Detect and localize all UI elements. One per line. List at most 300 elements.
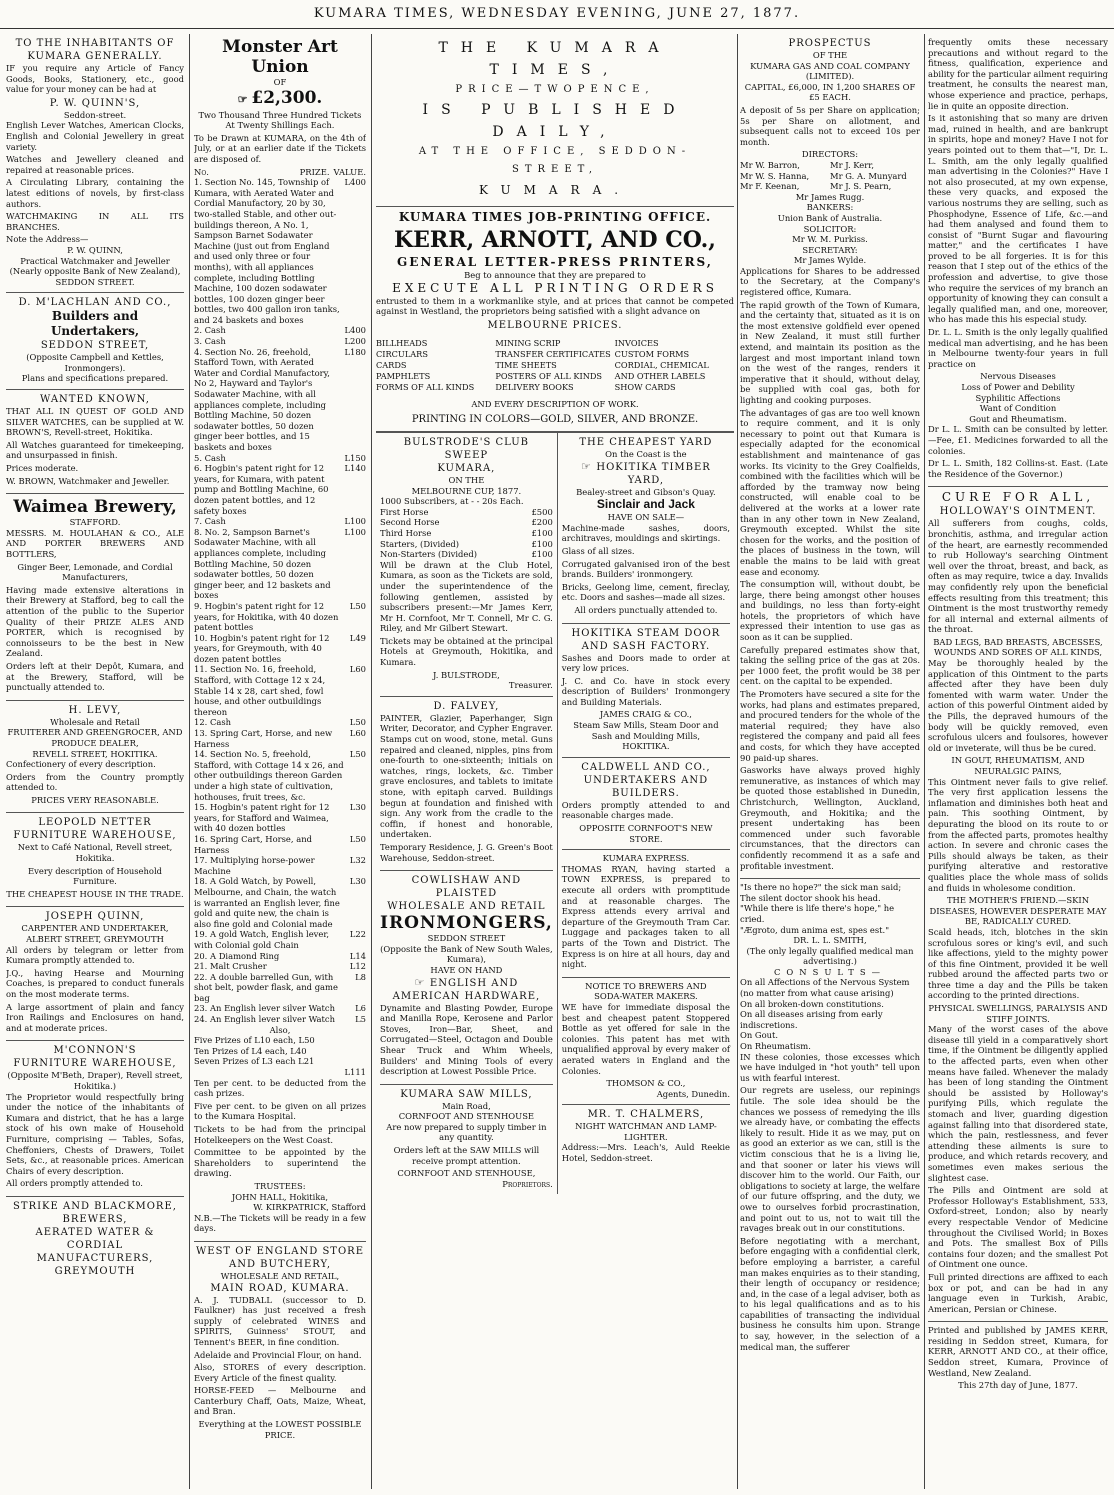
ad-heading: LIGHTER. [624, 1131, 668, 1142]
ad-heading: STRIKE AND BLACKMORE, [13, 1200, 177, 1212]
extra-total: L111 [344, 1067, 366, 1078]
jquinn-ad [6, 907, 184, 1041]
ad-text: Machine-made sashes, doors, architraves, mouldings and skirtings. [561, 522, 730, 544]
ad-text: Gasworks have always proved highly remunerative, as instances of which may be quoted those established in Dunedin, Christchurch, Wellington, Auckland, Greymouth, and Hokitika; and the present undertaking has been commenced under such favorable circumstances, that the directors can confidently recommend it as a safe and profitable investment. [740, 765, 920, 871]
ad-text: Will be drawn at the Club Hotel, Kumara, as soon as the Tickets are sold, under the superintendence of the following gentlemen, assisted by subscribers present:—Mr James Kerr, Mr H. Cornfoot, Mr T. Connell, Mr C. G. Riley, and Mr Gilbert Stewart. [380, 559, 553, 634]
header-prize: PRIZE. [299, 166, 330, 177]
prize-description: 2. Cash [194, 325, 226, 336]
ad-heading: FURNITURE WAREHOUSE, [13, 1058, 177, 1070]
ad-text: Confectionery of every description. [6, 759, 156, 770]
ad-heading: Waimea Brewery, [13, 497, 177, 518]
prize-value: L30 [349, 802, 366, 813]
ad-text: 1000 Subscribers, at - - 20s Each. [380, 496, 524, 507]
ad-text: HORSE-FEED — Melbourne and Canterbury Chaff, Oats, Maize, Wheat, and Bran. [194, 1385, 366, 1417]
ad-text: The rapid growth of the Town of Kumara, and the certainty that, situated as it is on the most extensive goldfield ever opened in New Zealand, it must still further extend, and maintain its position as the largest and most important inland town on the west of the ranges, renders it imperative that it should, without delay, be supplied with coal gas, both for lighting and cooking purposes. [740, 299, 920, 405]
ad-heading: MAIN ROAD, KUMARA. [210, 1282, 350, 1294]
print-item: POSTERS OF ALL KINDS [495, 370, 603, 381]
sweep-prize-value: £200 [531, 517, 553, 528]
prize-description: 1. Section No. 145, Township of Kumara, with Aerated Water and Cordial Manufactory, 20 by 30, two-stalled Stable, and other out-buildings thereon, A No. 1, Sampson Barnet Sodawater Machine (just out from England and used only three or four months), with all appliances complete, including Bottling Machine, 100 dozen sodawater bottles, 100 dozen ginger beer bottles, two 400 gallon iron tanks, and 24 baskets and boxes [194, 177, 340, 325]
ad-text: ON THE [448, 474, 485, 485]
ad-text: Committee to be appointed by the Shareholders to superintend the drawing. [194, 1147, 366, 1179]
gas-prospectus [740, 34, 920, 879]
prize-description: 5. Cash [194, 452, 226, 463]
ad-heading: GREYMOUTH [54, 1265, 136, 1277]
ad-text: THOMSON & CO., [606, 1078, 686, 1089]
prize-value: L12 [349, 961, 366, 972]
ad-heading: THE KUMARA TIMES, [438, 40, 672, 78]
ad-text: The advantages of gas are too well known to require comment, and it is only necessary to point out that Kumara is especially adapted for the economical establishment and maintenance of gas works. Its vicinity to the Grey Coalfields, combined with the facilities which will be afforded by the tramway now being constructed, will enable coal to be delivered at the works at a lower rate than in any other town in New Zealand, Greymouth excepted. Whilst the site chosen for the works, and the position of the places of business in the town, will enable the mains to be laid with great ease and economy. [740, 407, 920, 577]
ad-text: May be thoroughly healed by the application of this Ointment to the parts affected after they have been duly fomented with warm water. Under the action of this powerful Ointment aided by the Pills, the depraved humours of the body will be quickly removed, even scrofulous ulcers and foulsores, however old or inveterate, will thus be be cured. [928, 658, 1108, 753]
prize-row [194, 664, 366, 717]
prize-value: L400 [344, 177, 366, 188]
poem-line: "Is there no hope?" the sick man said; [740, 882, 902, 893]
ad-heading: NIGHT WATCHMAN AND LAMP- [575, 1121, 717, 1132]
prize-row [194, 802, 366, 834]
prize-row [194, 347, 366, 453]
ad-text: Beg to announce that they are prepared to [464, 270, 646, 280]
waimea-ad [6, 494, 184, 701]
ad-heading: H. LEVY, [68, 704, 122, 716]
ad-text: N.B.—The Tickets will be ready in a few days. [194, 1212, 366, 1234]
ad-heading: BREWERS, [62, 1213, 128, 1225]
prize-row [194, 834, 366, 855]
ad-text: Dr L. L. Smith can be consulted by letter.—Fee, £1. Medicines forwarded to all the colonies. [928, 424, 1108, 456]
ad-heading: KERR, ARNOTT, AND CO., [394, 227, 716, 253]
ad-text: IN these colonies, those excesses which we have indulged in "hot youth" tell upon us with fearful interest. [740, 1051, 920, 1083]
ad-heading: NOTICE TO BREWERS AND [585, 980, 707, 991]
ad-text: J. C. and Co. have in stock every description of Builders' Ironmongery and Building Materials. [561, 675, 730, 707]
mclachlan-ad [6, 293, 184, 390]
print-item: CORDIAL, CHEMICAL [614, 359, 709, 370]
prize-description: 18. A Gold Watch, by Powell, Melbourne, and Chain, the watch is warranted an English lever, fine gold and quite new, the chain is also fine gold and Colonial made [194, 876, 340, 929]
column-1 [6, 34, 184, 1489]
ad-text: Ginger Beer, Lemonade, and Cordial Manufacturers, [17, 561, 173, 583]
ad-text: All orders by telegram or letter from Kumara promptly attended to. [6, 944, 184, 966]
prize-value: L22 [349, 929, 366, 940]
ad-text: A deposit of 5s per Share on application; 5s per Share on allotment, and subsequent calls not to exceed 10s per month. [740, 104, 920, 147]
ad-text: Are now prepared to supply timber in any quantity. [386, 1121, 547, 1143]
ad-text: HAVE ON HAND [430, 964, 503, 975]
ad-text: Steam Saw Mills, Steam Door and Sash and Moulding Mills, [573, 720, 719, 741]
ailment-item: Loss of Power and Debility [961, 382, 1075, 392]
pointing-hand-icon: ☞ [237, 92, 252, 106]
prize-row [194, 325, 366, 336]
ad-text: PAINTER, Glazier, Paperhanger, Sign Writer, Decorator, and Cypher Engraver. Stamps cut on wood, stone, metal. Guns repaired and cleaned, nipples, pins from one-fourth to one-sixteenth; initials on watches, rings, lockets, &c. Timber grave enclosures, and tablets to imitate stone, with epitaph carved. Buildings begun at foundation and finished with sign. Any work from the cradle to the coffin, if honest and honorable, undertaken. [380, 712, 553, 840]
prize-row [194, 177, 366, 325]
ad-text: Practical Watchmaker and Jeweller [20, 255, 170, 266]
ad-text: The consumption will, without doubt, be large, there being amongst other houses and buildings, no less than forty-eight hotels, the proprietors of which have expressed their intention to use gas as soon as it can be supplied. [740, 579, 920, 643]
prize-description: 15. Hogbin's patent right for 12 years, for Stafford and Waimea, with 40 dozen bottles [194, 802, 330, 834]
sweep-prize-label: Non-Starters (Divided) [380, 549, 477, 560]
ad-text: Next to Café National, Revell street, Hokitika. [17, 842, 173, 864]
prize-row [194, 929, 366, 950]
ad-text: REVELL STREET, HOKITIKA. [32, 748, 158, 759]
column-rule [924, 34, 925, 1489]
ad-text: JOHN HALL, Hokitika, [231, 1191, 329, 1202]
ad-text: Is it astonishing that so many are driven mad, ruined in health, and are bankrupt in spirits, hope and money? Have I not for years pointed out to them that—"I, Dr. L. L. Smith, am the only legally qualified man advertising in the Colonies?" Have I not also prosecuted, at my own expense, these very quacks, and exposed the various nostrums they are selling, such as Phosphodyne, Essence of Life, &c.—and had them analysed and found them to consist of "Burnt Sugar and flavouring matter," and the certificates I have proved to be all forgeries. It is for this reason that I step out of the ethics of the profession and advertise, to give those who require the services of my branch an opportunity of knowing they can consult a legally qualified man, and one, moreover, who has made this his especial study. [928, 113, 1108, 325]
prize-value: L400 [344, 325, 366, 336]
ad-text: Two Thousand Three Hundred Tickets At Twenty Shillings Each. [198, 109, 362, 131]
print-item: SHOW CARDS [614, 381, 676, 392]
dr-smith-ad [740, 879, 920, 1359]
ad-text: All orders promptly attended to. [6, 1178, 143, 1189]
ad-heading: COWLISHAW AND PLAISTED [411, 875, 522, 900]
prize-row [194, 855, 366, 876]
ad-text: On Gout. [740, 1030, 779, 1041]
director-name: Mr J. S. Pearn, [830, 181, 892, 192]
pointing-hand-icon: ☞ [414, 975, 430, 989]
ad-text: English Lever Watches, American Clocks, English and Colonial Jewellery in great variety. [6, 120, 184, 152]
ad-text: Applications for Shares to be addressed to the Secretary, at the Company's registered office, Kumara. [740, 265, 920, 298]
prize-description: 8. No. 2, Sampson Barnet's Sodawater Machine, with all appliances complete, including Bottling Machine, 50 dozen sodawater bottles, 50 dozen ginger beer, and 12 baskets and boxes [194, 526, 331, 601]
prize-value: L100 [344, 516, 366, 527]
ad-text: Agents, Dunedin. [656, 1088, 730, 1099]
ad-text: SEDDON STREET [427, 933, 506, 944]
prize-value: L50 [349, 717, 366, 728]
ad-heading: BULSTRODE'S CLUB SWEEP [403, 436, 530, 461]
ad-text: Adelaide and Provincial Flour, on hand. [194, 1349, 362, 1360]
ad-text: Orders promptly attended to and reasonable charges made. [561, 799, 730, 821]
ad-heading: MELBOURNE PRICES. [487, 319, 623, 331]
ad-text: STAFFORD. [69, 517, 121, 528]
prize-row [194, 1003, 366, 1014]
ad-text: THOMAS RYAN, having started a TOWN EXPRESS, is prepared to execute all orders with promptitude and at reasonable charges. The Express attends every arrival and departure of the Greymouth Tram Car. Luggage and packages taken to all parts of the Town and District. The Express is on hire at all hours, day and night. [561, 863, 730, 970]
ad-text: THE CHEAPEST HOUSE IN THE TRADE. [6, 888, 184, 899]
ad-text: All orders punctually attended to. [574, 604, 718, 615]
column-2 [194, 34, 366, 1489]
prize-description: 19. A gold Watch, English lever, with Colonial gold Chain [194, 929, 330, 950]
imprint-date: This 27th day of June, 1877. [958, 1380, 1078, 1391]
prize-value: L60 [349, 728, 366, 739]
prize-description: 21. Malt Crusher [194, 961, 267, 972]
ad-text: JAMES CRAIG & CO., [599, 709, 692, 720]
imprint-text: Printed and published by JAMES KERR, residing in Seddon street, Kumara, for KERR, ARNOTT AND CO., at their office, Seddon street, Kumara, Province of Westland, New Zealand. [928, 1325, 1108, 1378]
ad-text: MELBOURNE CUP, 1877. [411, 485, 522, 496]
prize-value: L140 [344, 463, 366, 474]
prize-header [194, 167, 366, 178]
ad-text: Union Bank of Australia. [777, 212, 883, 223]
ad-heading: THE CHEAPEST YARD [579, 436, 713, 448]
ad-text: Every description of Household Furniture. [28, 865, 162, 887]
ad-heading: HOKITIKA STEAM DOOR AND SASH FACTORY. [571, 627, 721, 652]
prize-description: 6. Hogbin's patent right for 12 years, for Kumara, with patent pump and Bottling Machine, 60 dozen patent bottles, and 12 safety boxes [194, 463, 329, 516]
ad-subheading: THE MOTHER'S FRIEND.—SKIN DISEASES, HOWEVER DESPERATE MAY BE, RADICALLY CURED. [929, 895, 1107, 927]
ad-text: J.Q., having Hearse and Mourning Coaches, is prepared to conduct funerals on the most moderate terms. [6, 967, 184, 999]
prize-row [194, 601, 366, 633]
prize-value: L150 [344, 452, 366, 463]
ad-text: Wholesale and Retail [50, 716, 140, 727]
ad-text: WATCHMAKING IN ALL ITS BRANCHES. [6, 211, 184, 232]
prize-value: L6 [355, 1003, 366, 1014]
ad-text: Watches and Jewellery cleaned and repaired at reasonable prices. [6, 154, 184, 175]
ad-text: Also, STORES of every description. Every Article of the finest quality. [194, 1362, 366, 1383]
ad-heading: CURE FOR ALL, [941, 490, 1095, 505]
west-of-england-ad [194, 1242, 366, 1447]
ad-text: OF THE [812, 50, 848, 60]
extra-prize: Ten Prizes of L4 each, L40 [194, 1045, 307, 1056]
ad-heading: Sinclair and Jack [596, 497, 695, 512]
prize-value: L5 [355, 1014, 366, 1025]
quinn-ad [6, 34, 184, 293]
ad-text: SEDDON STREET. [55, 276, 135, 287]
ad-text: CARPENTER AND UNDERTAKER, [21, 923, 169, 934]
ad-text: CAPITAL, £6,000, IN 1,200 SHARES OF £5 EACH. [744, 81, 916, 103]
ad-text: DIRECTORS: [801, 149, 859, 160]
ad-heading: WEST OF ENGLAND STORE AND BUTCHERY, [196, 1245, 364, 1270]
prize-value: L50 [349, 600, 366, 611]
ad-heading: MANUFACTURERS, [36, 1252, 154, 1264]
ad-text: BANKERS: [806, 202, 854, 213]
imprint [928, 1322, 1108, 1396]
ad-heading: JOSEPH QUINN, [45, 911, 145, 923]
ad-heading: D. M'LACHLAN AND CO., [18, 297, 172, 309]
prize-row [194, 728, 366, 749]
ad-text: Prices moderate. [6, 463, 79, 474]
director-name: Mr J. Kerr, [830, 159, 875, 170]
sweep-prizes [380, 507, 553, 560]
ad-text: FRUITERER AND GREENGROCER, AND PRODUCE DEALER, [7, 727, 183, 748]
ad-heading: UNDERTAKERS AND [583, 774, 709, 786]
ad-text: OPPOSITE CORNFOOT'S NEW STORE. [579, 823, 713, 844]
ad-heading [562, 460, 730, 487]
prize-value: L49 [349, 632, 366, 643]
prize-description: 20. A Diamond Ring [194, 950, 280, 961]
ad-text: Ten per cent. to be deducted from the cash prizes. [194, 1077, 366, 1099]
prize-row [194, 972, 366, 1004]
ad-text: PRICES VERY REASONABLE. [31, 794, 159, 805]
ad-text: W. KIRKPATRICK, Stafford [253, 1202, 366, 1213]
two-column-ads [376, 432, 734, 1194]
ad-text: Dr. L. L. Smith is the only legally qualified medical man advertising, and he has been in Melbourne twenty-four years in full practice on [928, 327, 1108, 369]
poem-line: The silent doctor shook his head. [740, 892, 881, 903]
print-item: TIME SHEETS [495, 359, 557, 370]
prize-value: L180 [344, 346, 366, 357]
ad-text: HOKITIKA. [622, 741, 670, 752]
ad-heading: WHOLESALE AND RETAIL [387, 901, 546, 913]
ad-text: Proprietors. [502, 1178, 553, 1189]
ad-text: IF you require any Article of Fancy Goods, Books, Stationery, etc., good value for your money can be had at [6, 63, 184, 95]
ad-text: entrusted to them in a workmanlike style, and at prices that cannot be competed against in Westland, the proprietors being satisfied with a slight advance on [376, 295, 734, 317]
sawmills-ad [380, 1085, 553, 1195]
print-items [376, 338, 734, 393]
ad-heading: KUMARA TIMES JOB-PRINTING OFFICE. [398, 210, 712, 224]
prize-row [194, 463, 366, 516]
ad-text: On the Coast is the [605, 448, 687, 459]
sweep-prize-label: Starters, (Divided) [380, 538, 460, 549]
sweep-prize-row [380, 517, 553, 528]
ad-text: (The only legally qualified medical man advertising.) [746, 945, 914, 967]
ad-text: Address:—Mrs. Leach's, Auld Reekie Hotel, Seddon-street. [561, 1142, 730, 1164]
prize-total: £2,300. [251, 87, 323, 108]
mcconnon-ad [6, 1041, 184, 1197]
ad-text: CORNFOOT AND STENHOUSE [398, 1111, 535, 1122]
prize-row [194, 336, 366, 347]
prize-description: 16. Spring Cart, Horse, and Harness [194, 833, 312, 855]
ad-heading: SODA-WATER MAKERS. [594, 991, 698, 1002]
prize-value: L14 [349, 950, 366, 961]
prize-row [194, 876, 366, 929]
ad-text: Full printed directions are affixed to each box or pot, and can be had in any language even in Turkish, Arabic, American, Persian or Chinese. [928, 1271, 1108, 1314]
ad-text: Bricks, Geelong lime, cement, fireclay, etc. Doors and sashes—made all sizes. [561, 581, 730, 603]
ad-heading: KUMARA GAS AND COAL COMPANY (LIMITED). [750, 60, 910, 82]
ad-heading: IRONMONGERS, [380, 913, 553, 934]
prize-row [194, 453, 366, 464]
director-name: Mr F. Keenan, [740, 181, 800, 192]
ad-heading-text: HOKITIKA TIMBER YARD, [596, 461, 711, 486]
ad-text: All Watches guaranteed for timekeeping, and unsurpassed in finish. [6, 439, 184, 461]
prize-row [194, 633, 366, 665]
ad-heading: KUMARA SAW MILLS, [400, 1088, 533, 1100]
ad-heading: P. W. QUINN'S, [49, 97, 141, 109]
ad-text: Glass of all sizes. [561, 545, 635, 556]
ad-text: Orders left at the SAW MILLS will receive prompt attention. [393, 1145, 540, 1166]
sweep-prize-value: £100 [531, 549, 553, 560]
ad-heading: SEDDON STREET, [40, 340, 150, 352]
prize-value: L30 [349, 876, 366, 887]
ad-heading [380, 976, 553, 1003]
ad-heading: EXECUTE ALL PRINTING ORDERS [392, 280, 718, 295]
ad-text: THAT ALL IN QUEST OF GOLD AND SILVER WATCHES, can be supplied at W. BROWN'S, Revell-street, Hokitika. [6, 406, 184, 438]
ad-text: Also, [269, 1024, 291, 1035]
print-item: CIRCULARS [376, 348, 428, 359]
ad-text: SOLICITOR: [803, 223, 857, 234]
ailment-item: Want of Condition [979, 403, 1057, 414]
ad-heading: D. FALVEY, [433, 700, 500, 712]
ad-text: Before negotiating with a merchant, before engaging with a confidential clerk, before employing a barrister, a careful man makes enquiries as to their standing, their length of occupancy or residence; and, in the case of a legal adviser, both as to his legal qualifications and as to his capabilities of transacting the individual business he consults him upon. Strange to say, however, in the selection of a medical man, the sufferer [740, 1235, 920, 1352]
ad-heading [194, 88, 366, 110]
ad-text: HAVE ON SALE— [607, 512, 685, 523]
print-item: BILLHEADS [376, 337, 428, 348]
ad-heading: GENERAL LETTER-PRESS PRINTERS, [397, 255, 713, 269]
ad-text: TRUSTEES: [254, 1180, 306, 1191]
ad-text: Five per cent. to be given on all prizes to the Kumara Hospital. [194, 1100, 366, 1122]
ad-text: Bealey-street and Gibson's Quay. [576, 486, 716, 497]
cowlishaw-ad [380, 871, 553, 1085]
prize-value: L32 [349, 855, 366, 866]
ad-heading: WANTED KNOWN, [40, 394, 150, 406]
ad-text: Carefully prepared estimates show that, taking the selling price of the gas at 20s. per 1000 feet, the profit would be 38 per cent. on the capital to be expended. [740, 644, 920, 687]
ad-heading: DR. L. L. SMITH, [793, 935, 867, 946]
director-name: Mr W. S. Hanna, [740, 170, 810, 181]
ad-text: Main Road, [442, 1100, 491, 1111]
ad-heading: CONSULTS— [774, 966, 886, 977]
ad-text: Many of the worst cases of the above disease till yield in a comparatively short time, if the Ointment be diligently applied to the affected parts, even when other means have failed. Whenever the malady has been of long standing the Ointment should be assisted by Holloway's purifying Pills, which regulate the stomach and liver, guarding digestion against falling into that disordered state, which the pain, restlessness, and fever attending these ailments is sure to produce, and which retards recovery, and sometimes even makes serious the slightest case. [928, 1024, 1108, 1183]
chalmers-ad [562, 1105, 730, 1170]
ad-text: Scald heads, itch, blotches in the skin scrofulous sores or king's evil, and such like affections, yield to the mighty power of this fine Ointment, provided it be well rubbed around the affected parts two or three time a day and the Pills be taken according to the printed directions. [928, 926, 1108, 1001]
print-item: CUSTOM FORMS [614, 348, 690, 359]
ad-text: (Opposite the Bank of New South Wales, Kumara), [380, 943, 553, 965]
ad-heading: IS PUBLISHED DAILY, [422, 102, 688, 140]
prize-description: 10. Hogbin's patent right for 12 years, for Greymouth, with 40 dozen patent bottles [194, 632, 330, 664]
sweep-prize-label: Second Horse [380, 517, 440, 528]
ad-text: Sashes and Doors made to order at very low prices. [561, 652, 730, 674]
ad-text: Orders from the Country promptly attended to. [6, 771, 184, 793]
ad-heading: FURNITURE WAREHOUSE, [13, 830, 177, 842]
ad-text: Orders left at their Depôt, Kumara, and at the Brewery, Stafford, will be punctually attended to. [6, 660, 184, 693]
print-item: PAMPHLETS [376, 370, 431, 381]
sweep-prize-value: £500 [531, 506, 553, 517]
ad-text: Dynamite and Blasting Powder, Europe and Manilla Rope, Kerosene and Parlor Stoves, Iron—Bar, Sheet, and Corrugated—Steel, Octagon and Double Shear Truck and Whim Wheels, Builders' and Mining Tools of every description at Lowest Possible Price. [380, 1002, 553, 1077]
steam-factory-ad [562, 624, 730, 758]
prize-description: 22. A double barrelled Gun, with shot belt, powder flask, and game bag [194, 971, 338, 1003]
ad-heading: KUMARA EXPRESS. [602, 853, 690, 864]
sweep-prize-value: £100 [531, 527, 553, 538]
ad-text: A large assortment of plain and fancy Iron Railings and Enclosures on hand, and at moderate prices. [6, 1001, 184, 1033]
column-rule [737, 34, 738, 1489]
ad-text: OF [273, 77, 287, 87]
express-ad [562, 850, 730, 978]
ad-text: Tickets to be had from the principal Hotelkeepers on the West Coast. [194, 1124, 366, 1145]
sweep-prize-label: First Horse [380, 506, 429, 517]
ad-text: To be Drawn at KUMARA, on the 4th of July, or at an earlier date if the Tickets are disposed of. [194, 132, 366, 164]
ad-text: On Rheumatism. [740, 1041, 811, 1052]
extra-prize: Five Prizes of L10 each, L50 [194, 1035, 315, 1046]
ad-subheading: PHYSICAL SWELLINGS, PARALYSIS AND STIFF JOINTS. [928, 1003, 1108, 1024]
prize-description: 3. Cash [194, 336, 226, 347]
ad-text: MESSRS. M. HOULAHAN & CO., ALE AND PORTER BREWERS AND BOTTLERS, [6, 527, 184, 559]
prize-description: 17. Multiplying horse-power Machine [194, 855, 315, 876]
ad-heading-text: ENGLISH AND AMERICAN HARDWARE, [392, 977, 541, 1002]
prize-description: 12. Cash [194, 717, 232, 728]
ad-text: J. BULSTRODE, [433, 669, 500, 680]
ad-text: P. W. QUINN, [67, 244, 123, 255]
ad-heading: HOLLOWAY'S OINTMENT. [939, 506, 1097, 518]
prize-row [194, 717, 366, 728]
extra-prize: Seven Prizes of L3 each L21 [194, 1056, 315, 1067]
art-union-ad [194, 34, 366, 1242]
ad-text: Mr James Wylde. [793, 255, 867, 266]
strike-ad [6, 1197, 184, 1283]
ad-text: This Ointment never fails to give relief. The very first application lessens the inflamation and diminishes both heat and pain. This soothing Ointment, by depurating the blood on its route to or from the affected parts, promotes healthy action. In severe and chronic cases the Pills should always be taken, as their purifying alterative and restorative qualities place the whole mass of solids and fluids in wholesome condition. [928, 776, 1108, 893]
header-value: VALUE. [333, 166, 366, 177]
prize-value: L100 [344, 526, 366, 537]
sweep-ad [380, 433, 553, 697]
ad-heading: CALDWELL AND CO., [581, 761, 711, 773]
print-item: INVOICES [614, 337, 659, 348]
right-subcolumn [558, 433, 734, 1194]
print-item: TRANSFER CERTIFICATES [495, 348, 611, 359]
ad-text: The Promoters have secured a site for the works, had plans and estimates prepared, and procured tenders for the whole of the material required; they have also registered the company and paid all fees and costs, for which they have accepted 90 paid-up shares. [740, 689, 920, 763]
ad-heading: LEOPOLD NETTER [38, 817, 152, 829]
prize-description: 14. Section No. 5, freehold, Stafford, with Cottage 14 x 26, and other outbuildings thereon Garden under a high state of cultivation, hothouses, fruit trees, &c. [194, 749, 344, 802]
ad-text: WHOLESALE AND RETAIL, [220, 1270, 340, 1281]
director-name: Mr W. Barron, [740, 159, 800, 170]
prize-description: 11. Section No. 16, freehold, Stafford, with Cottage 12 x 24, Stable 14 x 28, cart shed, fowl house, and other outbuildings thereon [194, 664, 326, 717]
ad-text: Tickets may be obtained at the principal Hotels at Greymouth, Hokitika, and Kumara. [380, 635, 553, 668]
header-no: No. [194, 166, 209, 177]
sweep-prize-row [380, 549, 553, 560]
ad-text: frequently omits these necessary precautions and without regard to the fitness, qualification, experience and ability for the particular ailment requiring treatment, he consults the nearest man, whose experience and practice, perhaps, lie in quite an opposite direction. [928, 37, 1108, 111]
print-item: MINING SCRIP [495, 337, 561, 348]
ad-text: W. BROWN, Watchmaker and Jeweller. [6, 475, 170, 486]
column-3 [376, 34, 734, 1489]
prize-row [194, 1014, 366, 1025]
ad-text: On all Affections of the Nervous System (no matter from what cause arising) [740, 977, 910, 999]
ailment-item: Nervous Diseases [980, 371, 1056, 382]
prize-row [194, 961, 366, 972]
ad-heading: PRICE—TWOPENCE, [455, 84, 655, 95]
prize-description: 7. Cash [194, 516, 226, 527]
ad-text: AND EVERY DESCRIPTION OF WORK. [471, 398, 639, 409]
ad-text: On all diseases arising from early indiscretions. [740, 1009, 883, 1030]
bottles-notice-ad [562, 978, 730, 1106]
sweep-prize-row [380, 528, 553, 539]
levy-ad [6, 701, 184, 814]
ad-heading: AT THE OFFICE, SEDDON-STREET, [418, 146, 692, 175]
ad-text: A Circulating Library, containing the latest editions of novels, by first-class authors. [6, 177, 184, 209]
prize-row [194, 951, 366, 962]
ad-subheading: BAD LEGS, BAD BREASTS, ABCESSES, WOUNDS AND SORES OF ALL KINDS, [933, 636, 1103, 658]
